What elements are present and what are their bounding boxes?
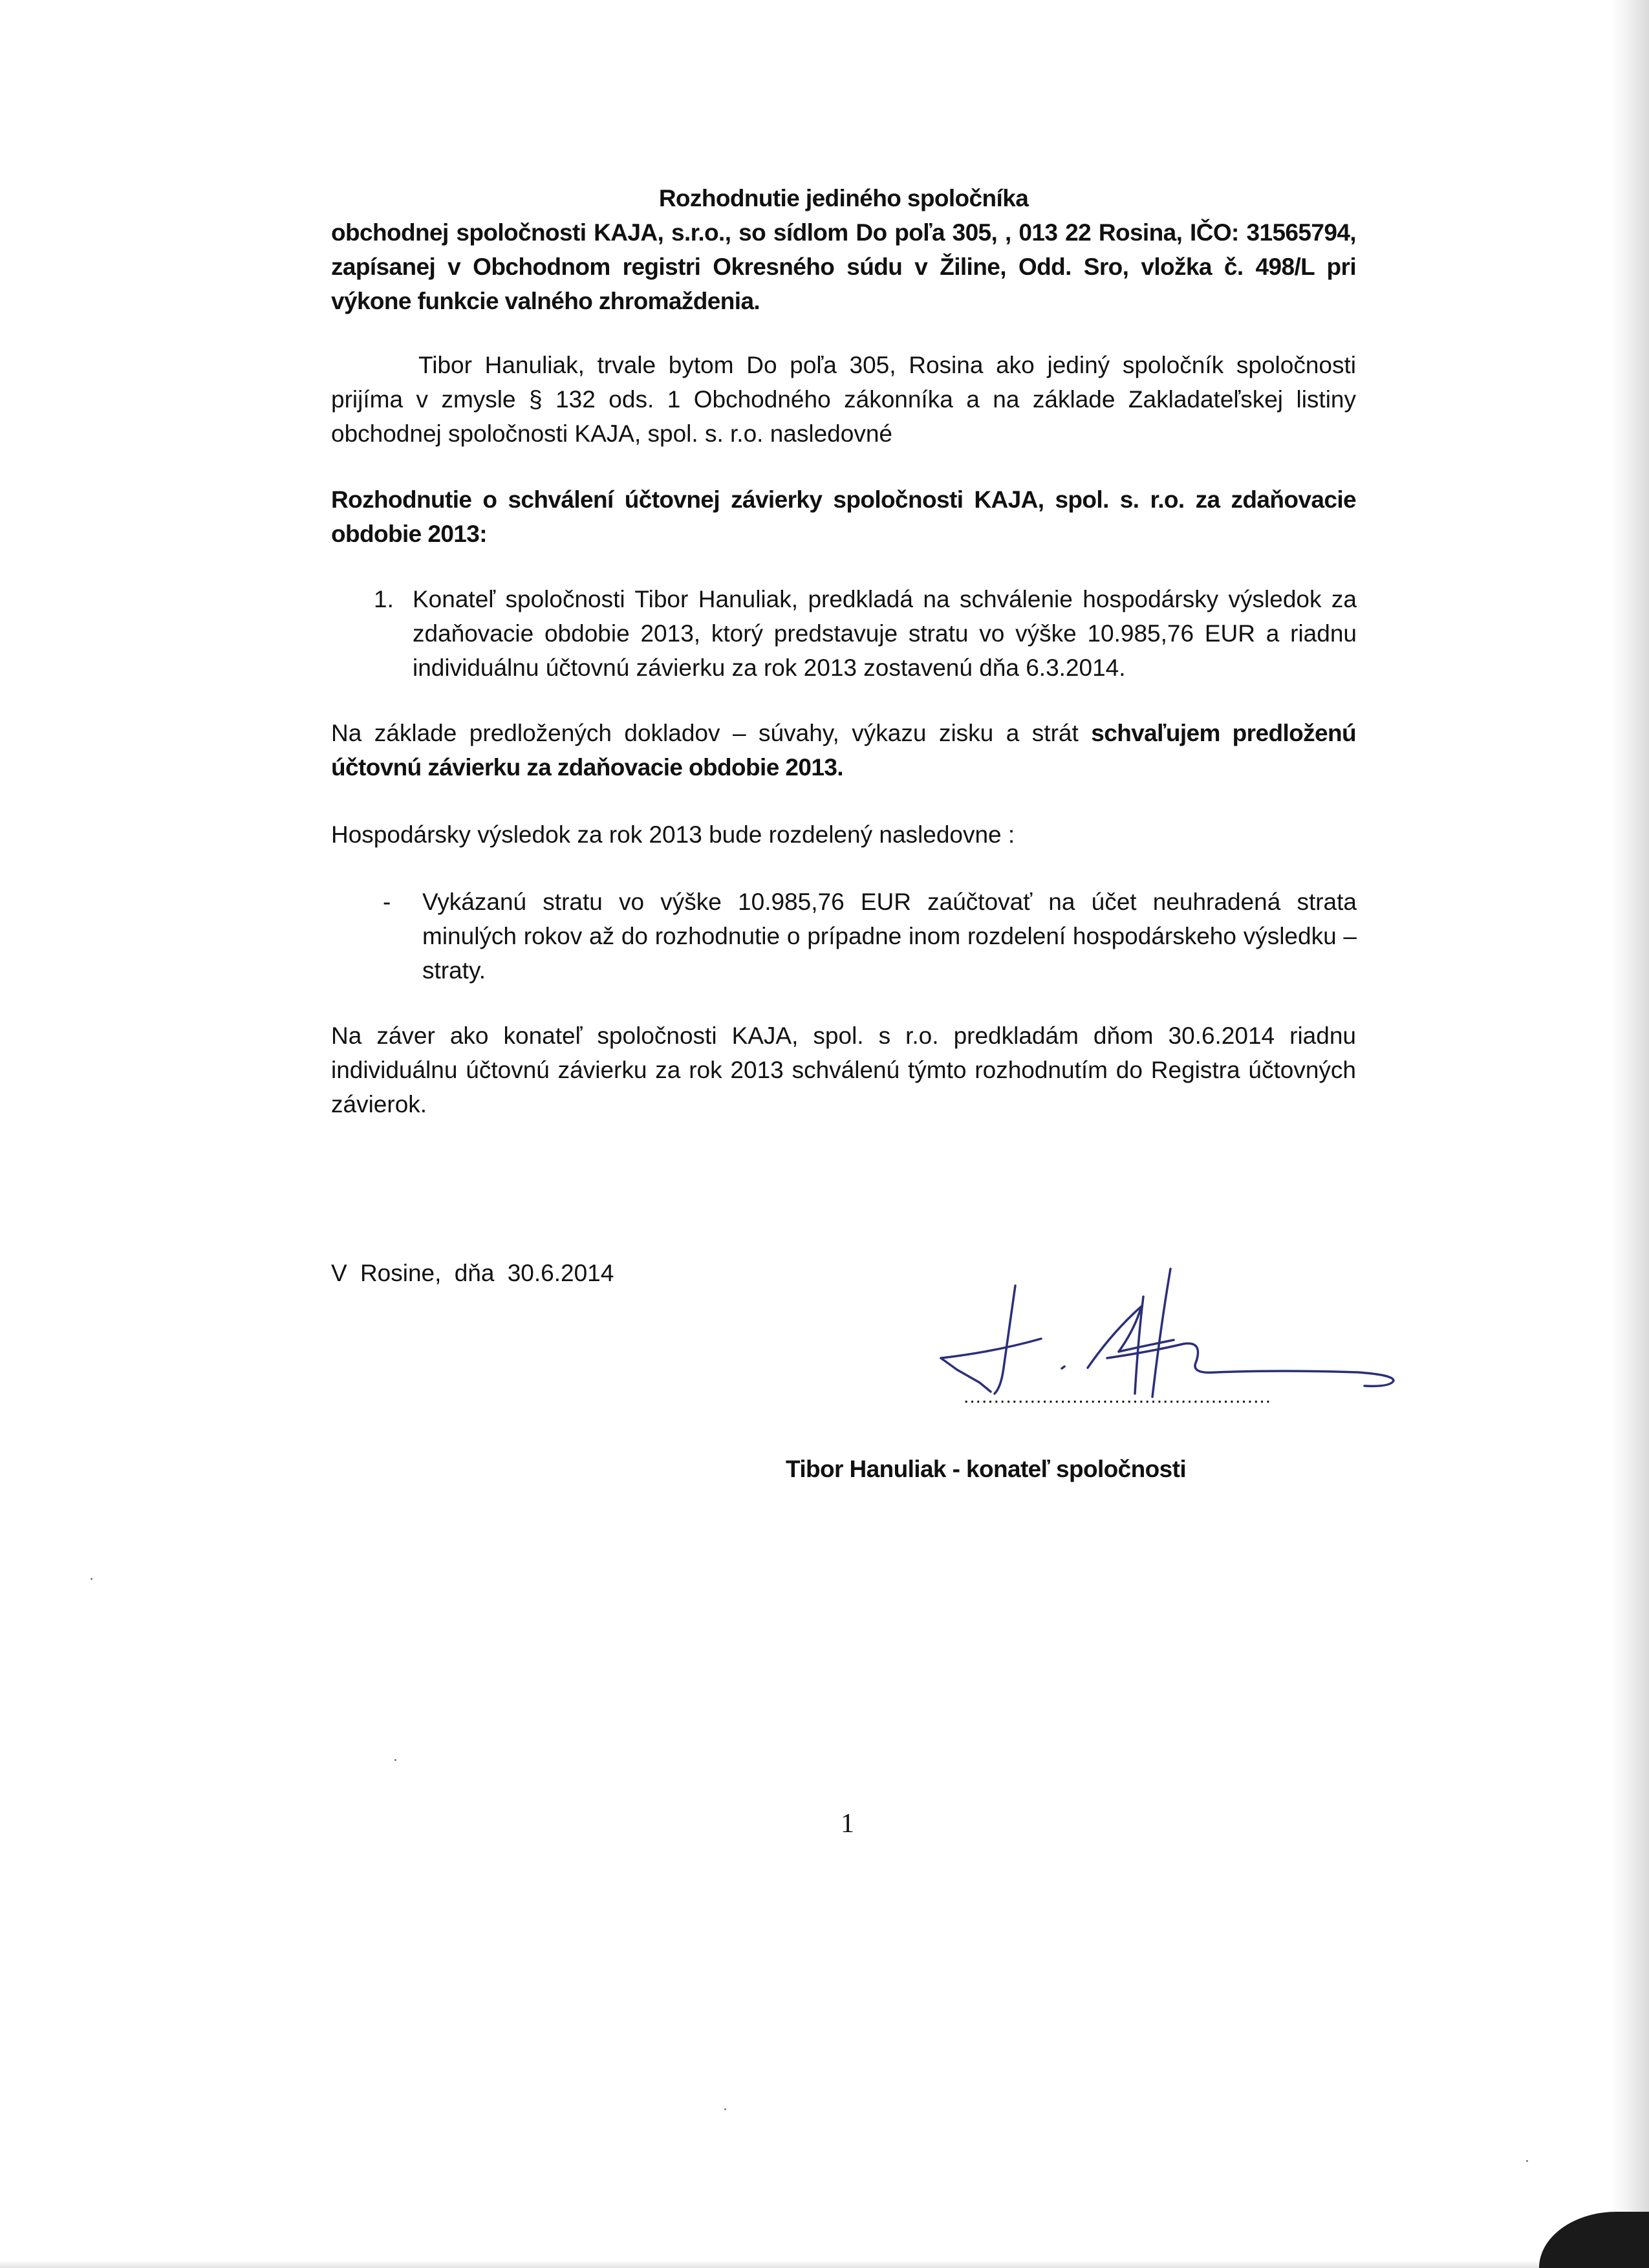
- page-number: 1: [841, 1809, 854, 1839]
- company-intro: obchodnej spoločnosti KAJA, s.r.o., so sídlom Do poľa 305, , 013 22 Rosina, IČO: 31565794, zapísanej v Obchodnom registri Okresného súdu v Žiline, Odd. Sro, vložka č. 498/L pri výkone funkcie valného zhromaždenia.: [331, 219, 1356, 314]
- scan-speck: [724, 2108, 726, 2110]
- scan-speck: [91, 1578, 92, 1580]
- approval-paragraph: [331, 716, 1356, 784]
- decision-item-1: Konateľ spoločnosti Tibor Hanuliak, predkladá na schválenie hospodársky výsledok za zdaňovacie obdobie 2013, ktorý predstavuje stratu vo výške 10.985,76 EUR a riadnu individuálnu účtovnú závierku za rok 2013 zostavenú dňa 6.3.2014.: [413, 586, 1357, 681]
- scan-corner-shadow: [1539, 2212, 1649, 2268]
- scan-edge-right: [1610, 0, 1649, 2268]
- decision-heading: Rozhodnutie o schválení účtovnej závierky spoločnosti KAJA, spol. s. r.o. za zdaňovacie obdobie 2013:: [331, 486, 1356, 547]
- scan-edge-bottom: [0, 2260, 1649, 2268]
- list-marker-1: 1.: [374, 586, 394, 612]
- closing-paragraph: Na záver ako konateľ spoločnosti KAJA, spol. s r.o. predkladám dňom 30.6.2014 riadnu individuálnu účtovnú závierku za rok 2013 schválenú týmto rozhodnutím do Registra účtovných závierok.: [331, 1022, 1356, 1118]
- scan-speck: [1526, 2160, 1528, 2162]
- preamble-paragraph: Tibor Hanuliak, trvale bytom Do poľa 305, Rosina ako jediný spoločník spoločnosti prijíma v zmysle § 132 ods. 1 Obchodného zákonníka a na základe Zakladateľskej listiny obchodnej spoločnosti KAJA, spol. s. r.o. nasledovné: [331, 352, 1356, 447]
- distribution-item: Vykázanú stratu vo výške 10.985,76 EUR zaúčtovať na účet neuhradená strata minulých rokov až do rozhodnutie o prípadne inom rozdelení hospodárskeho výsledku – straty.: [422, 889, 1357, 984]
- signer-name: Tibor Hanuliak - konateľ spoločnosti: [786, 1456, 1186, 1482]
- distribution-intro: Hospodársky výsledok za rok 2013 bude rozdelený nasledovne :: [331, 821, 1015, 848]
- place-date: V Rosine, dňa 30.6.2014: [331, 1260, 614, 1286]
- approval-regular-text: Na základe predložených dokladov – súvahy, výkazu zisku a strát: [331, 720, 1092, 746]
- list-marker-dash: -: [383, 889, 391, 915]
- signature-line: ...................................................: [964, 1386, 1272, 1407]
- approval-bold-text: schvaľujem predloženú účtovnú závierku za zdaňovacie obdobie 2013.: [331, 720, 1357, 781]
- scan-speck: [394, 1759, 396, 1761]
- document-title: Rozhodnutie jediného spoločníka: [658, 185, 1029, 211]
